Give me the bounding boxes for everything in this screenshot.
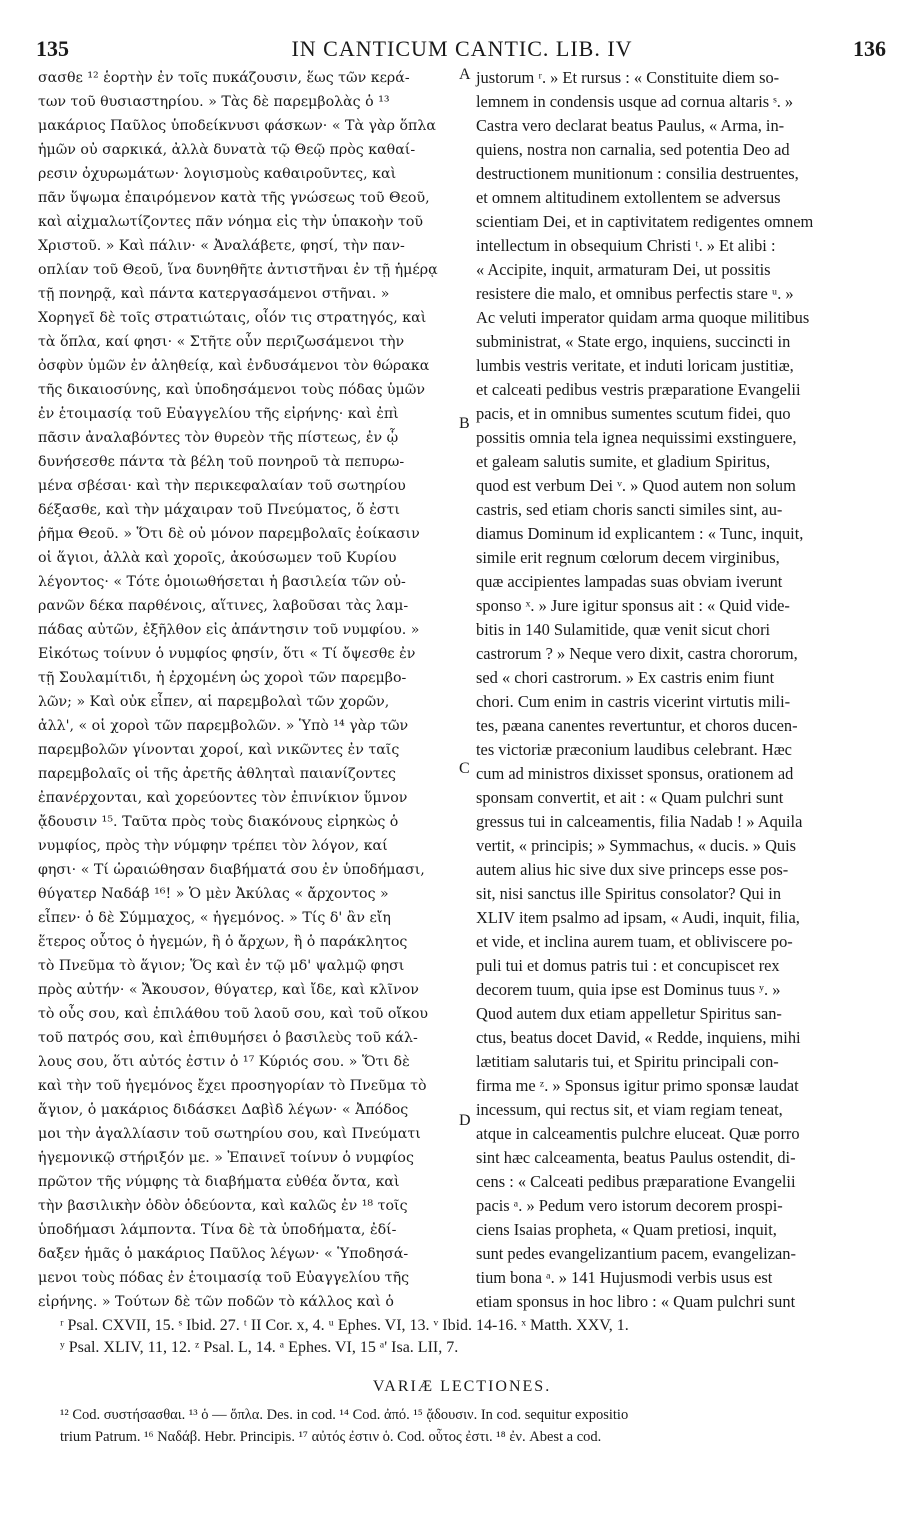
footnote-line: ʳ Psal. CXVII, 15. ˢ Ibid. 27. ᵗ II Cor. x, 4. ᵘ Ephes. VI, 13. ᵛ Ibid. 14-16. ˣ Matth. XXV, 1. [60, 1317, 629, 1334]
greek-text-line: ᾄδουσιν ¹⁵. Ταῦτα πρὸς τοὺς διακόνους εἰρηκὼς ὁ [38, 814, 399, 830]
latin-text-line: intellectum in obsequium Christi ᵗ. » Et alibi : [476, 236, 776, 255]
greek-text-line: τῇ Σουλαμίτιδι, ἡ ἐρχομένη ὡς χοροὶ τῶν παρεμβο- [38, 670, 407, 686]
latin-text-line: decorem tuum, quia ipse est Dominus tuus ʸ. » [476, 980, 781, 999]
latin-text-line: castrorum ? » Neque vero dixit, castra chororum, [476, 644, 798, 663]
greek-text-line: Εἰκότως τοίνυν ὁ νυμφίος φησίν, ὅτι « Τί ὄψεσθε ἐν [38, 646, 416, 662]
latin-text-line: ctus, beatus docet David, « Redde, inquiens, mihi [476, 1028, 801, 1047]
latin-text-line: et omnem altitudinem extollentem se adversus [476, 188, 781, 207]
latin-text-line: puli tui et domus patris tui : et concupiscet rex [476, 956, 780, 975]
greek-text-line: πρὸς αὐτήν· « Ἄκουσον, θύγατερ, καὶ ἴδε, καὶ κλῖνον [38, 982, 419, 998]
latin-text-line: lumbis vestris veritate, et induti loricam justitiæ, [476, 356, 794, 375]
greek-text-line: παρεμβολαῖς οἱ τῆς ἀρετῆς ἀθληταὶ παιανίζοντες [38, 766, 396, 782]
greek-text-line: Χριστοῦ. » Καὶ πάλιν· « Ἀναλάβετε, φησί, τὴν παν- [38, 238, 405, 254]
latin-text-line: cum ad ministros dixisset sponsus, orationem ad [476, 764, 794, 783]
greek-text-line: ἀλλ', « οἱ χοροὶ τῶν παρεμβολῶν. » Ὑπὸ ¹⁴ γὰρ τῶν [38, 718, 409, 734]
latin-text-line: diamus Dominum id explicantem : « Tunc, inquit, [476, 524, 804, 543]
greek-text-line: εἰρήνης. » Τούτων δὲ τῶν ποδῶν τὸ κάλλος καὶ ὁ [38, 1294, 394, 1310]
latin-text-line: Quod autem dux etiam appelletur Spiritus san- [476, 1004, 782, 1023]
latin-text-line: possitis omnia tela ignea nequissimi exstinguere, [476, 428, 797, 447]
greek-text-line: τῇ πονηρᾷ, καὶ πάντα κατεργασάμενοι στῆναι. » [38, 286, 390, 302]
variae-lectiones [60, 1404, 628, 1448]
greek-text-line: μενοι τοὺς πόδας ἐν ἑτοιμασίᾳ τοῦ Εὐαγγελίου τῆς [38, 1270, 410, 1286]
greek-text-line: ὑποδήμασι λάμποντα. Τίνα δὲ τὰ ὑποδήματα, ἐδί- [38, 1222, 397, 1238]
greek-text-line: μοι τὴν ἀγαλλίασιν τοῦ σωτηρίου σου, καὶ Πνεύματι [38, 1126, 421, 1142]
latin-text-line: quæ accipientes lampadas suas obviam iverunt [476, 572, 783, 591]
latin-text-line: quiens, nostra non carnalia, sed potentia Deo ad [476, 140, 790, 159]
latin-text-line: sunt pedes evangelizantium pacem, evangelizan- [476, 1244, 796, 1263]
running-title: IN CANTICUM CANTIC. LIB. IV [291, 36, 633, 61]
greek-text-line: Χορηγεῖ δὲ τοῖς στρατιώταις, οἷόν τις στρατηγός, καὶ [38, 310, 427, 326]
latin-text-line: et vide, et inclina aurem tuam, et obliviscere po- [476, 932, 793, 951]
latin-text-line: chori. Cum enim in castris vicerint virtutis mili- [476, 692, 791, 711]
latin-text-line: resistere die malo, et omnibus perfectis stare ᵘ. » [476, 284, 794, 303]
greek-text-line: των τοῦ θυσιαστηρίου. » Τὰς δὲ παρεμβολὰς ὁ ¹³ [38, 94, 390, 110]
greek-text-line: ρεσιν ὀχυρωμάτων· λογισμοὺς καθαιροῦντες, καὶ [38, 166, 397, 182]
latin-text-line: autem alius hic sive dux sive princeps esse pos- [476, 860, 789, 879]
greek-text-line: τοῦ πατρός σου, καὶ ἐπιθυμήσει ὁ βασιλεὺς τοῦ κάλ- [38, 1030, 418, 1046]
latin-column [476, 66, 896, 1314]
latin-text-line: pacis, et in omnibus sumentes scutum fidei, quo [476, 404, 791, 423]
page-header [30, 36, 894, 66]
greek-text-line: τὸ οὖς σου, καὶ ἐπιλάθου τοῦ λαοῦ σου, καὶ τοῦ οἴκου [38, 1006, 429, 1022]
greek-text-line: τὴν βασιλικὴν ὁδὸν ὁδεύοντα, καὶ καλῶς ἐν ¹⁸ τοῖς [38, 1198, 408, 1214]
latin-text-line: sponso ˣ. » Jure igitur sponsus ait : « Quid vide- [476, 596, 790, 615]
latin-text-line: atque in calceamentis pulchre eluceat. Quæ porro [476, 1124, 800, 1143]
latin-text-line: subministrat, « State ergo, inquiens, succincti in [476, 332, 791, 351]
greek-text-line: ἐν ἑτοιμασίᾳ τοῦ Εὐαγγελίου τῆς εἰρήνης· καὶ ἐπὶ [38, 406, 399, 422]
greek-column [38, 66, 454, 1314]
greek-text-line: οπλίαν τοῦ Θεοῦ, ἵνα δυνηθῆτε ἀντιστῆναι ἐν τῇ ἡμέρᾳ [38, 262, 438, 278]
latin-text-line: tes, pæana canentes revertuntur, et choros ducen- [476, 716, 798, 735]
margin-marker-a: A [459, 66, 471, 83]
greek-text-line: ἐπανέρχονται, καὶ χορεύοντες τὸν ἐπινίκιον ὕμνον [38, 790, 408, 806]
latin-text-line: pacis ᵃ. » Pedum vero istorum decorem prospi- [476, 1196, 783, 1215]
greek-text-line: ἡγεμονικῷ στήριξόν με. » Ἐπαινεῖ τοίνυν ὁ νυμφίος [38, 1150, 414, 1166]
greek-text-line: τὸ Πνεῦμα τὸ ἅγιον; Ὅς καὶ ἐν τῷ μδ' ψαλμῷ φησι [38, 958, 405, 974]
footnote-line: ʸ Psal. XLIV, 11, 12. ᶻ Psal. L, 14. ᵃ Ephes. VI, 15 ᵃ' Isa. LII, 7. [60, 1339, 459, 1356]
latin-text-line: incessum, qui rectus sit, et viam regiam teneat, [476, 1100, 783, 1119]
latin-text-line: sponsam convertit, et ait : « Quam pulchri sunt [476, 788, 784, 807]
greek-text-line: λῶν; » Καὶ οὐκ εἶπεν, αἱ παρεμβολαὶ τῶν χορῶν, [38, 694, 390, 710]
latin-text-line: simile erit regnum cœlorum decem virginibus, [476, 548, 780, 567]
greek-text-line: δέξασθε, καὶ τὴν μάχαιραν τοῦ Πνεύματος, ὅ ἐστι [38, 502, 400, 518]
greek-text-line: ἕτερος οὗτος ὁ ἡγεμών, ἢ ὁ ἄρχων, ἢ ὁ παράκλητος [38, 934, 408, 950]
greek-text-line: φησι· « Τί ὡραιώθησαν διαβήματά σου ἐν ὑποδήμασι, [38, 862, 425, 878]
latin-text-line: cens : « Calceati pedibus præparatione Evangelii [476, 1172, 796, 1191]
page-number-right: 136 [853, 36, 886, 61]
greek-text-line: λέγοντος· « Τότε ὁμοιωθήσεται ἡ βασιλεία τῶν οὐ- [38, 574, 406, 590]
greek-text-line: νυμφίος, πρὸς τὴν νύμφην τρέπει τὸν λόγον, καί [38, 838, 388, 854]
greek-text-line: θύγατερ Ναδάβ ¹⁶! » Ὁ μὲν Ἀκύλας « ἄρχοντος » [38, 886, 389, 902]
latin-text-line: gressus tui in calceamentis, filia Nadab ! » Aquila [476, 812, 803, 831]
margin-marker-d: D [459, 1112, 471, 1129]
greek-text-line: πάδας αὐτῶν, ἐξῆλθον εἰς ἀπάντησιν τοῦ νυμφίου. » [38, 622, 420, 638]
margin-marker-b: B [459, 415, 470, 432]
greek-text-line: μακάριος Παῦλος ὑποδείκνυσι φάσκων· « Τὰ γὰρ ὅπλα [38, 118, 436, 134]
page-number-left: 135 [36, 36, 69, 61]
greek-text-line: τὰ ὅπλα, καί φησι· « Στῆτε οὖν περιζωσάμενοι τὴν [38, 334, 405, 350]
greek-text-line: δυνήσεσθε πάντα τὰ βέλη τοῦ πονηροῦ τὰ πεπυρω- [38, 454, 405, 470]
greek-text-line: ἡμῶν οὐ σαρκικά, ἀλλὰ δυνατὰ τῷ Θεῷ πρὸς καθαί- [38, 142, 416, 158]
latin-text-line: et galeam salutis sumite, et gladium Spiritus, [476, 452, 771, 471]
variant-line: ¹² Cod. συστήσασθαι. ¹³ ὁ — ὅπλα. Des. in cod. ¹⁴ Cod. ἀπό. ¹⁵ ᾄδουσιν. In cod. sequitur expositio [60, 1407, 629, 1423]
greek-text-line: πᾶσιν ἀναλαβόντες τὸν θυρεὸν τῆς πίστεως, ἐν ᾧ [38, 430, 399, 446]
latin-text-line: justorum ʳ. » Et rursus : « Constituite diem so- [476, 68, 780, 87]
latin-text-line: « Accipite, inquit, armaturam Dei, ut possitis [476, 260, 771, 279]
latin-text-line: destructionem munitionum : consilia destruentes, [476, 164, 799, 183]
latin-text-line: tes victoriæ præconium laudibus celebrant. Hæc [476, 740, 792, 759]
latin-text-line: sint hæc calceamenta, beatus Paulus ostendit, di- [476, 1148, 796, 1167]
latin-text-line: sed « chori castrorum. » Ex castris enim fiunt [476, 668, 775, 687]
greek-text-line: καὶ αἰχμαλωτίζοντες πᾶν νόημα εἰς τὴν ὑπακοὴν τοῦ [38, 214, 424, 230]
footnotes [60, 1315, 629, 1359]
latin-text-line: vertit, « principis; » Symmachus, « ducis. » Quis [476, 836, 797, 855]
greek-text-line: οἱ ἅγιοι, ἀλλὰ καὶ χοροῖς, ἀκούσωμεν τοῦ Κυρίου [38, 550, 397, 566]
latin-text-line: sit, nisi sanctus ille Spiritus consolator? Qui in [476, 884, 782, 903]
latin-text-line: firma me ᶻ. » Sponsus igitur primo sponsæ laudat [476, 1076, 799, 1095]
latin-text-line: Castra vero declarat beatus Paulus, « Arma, in- [476, 116, 785, 135]
greek-text-line: ἅγιον, ὁ μακάριος διδάσκει Δαβὶδ λέγων· « Ἀπόδος [38, 1102, 409, 1118]
greek-text-line: πᾶν ὕψωμα ἐπαιρόμενον κατὰ τῆς γνώσεως τοῦ Θεοῦ, [38, 190, 430, 206]
variae-lectiones-heading: VARIÆ LECTIONES. [372, 1378, 552, 1395]
latin-text-line: tium bona ᵃ. » 141 Hujusmodi verbis usus est [476, 1268, 773, 1287]
latin-text-line: bitis in 140 Sulamitide, quæ venit sicut chori [476, 620, 771, 639]
greek-text-line: πρῶτον τῆς νύμφης τὰ διαβήματα εὐθέα ὄντα, καὶ [38, 1174, 400, 1190]
greek-text-line: δαξεν ἡμᾶς ὁ μακάριος Παῦλος λέγων· « Ὑποδησά- [38, 1246, 409, 1262]
latin-text-line: lætitiam salutaris tui, et Spiritu principali con- [476, 1052, 779, 1071]
latin-text-line: lemnem in condensis usque ad cornua altaris ˢ. » [476, 92, 794, 111]
latin-text-line: ciens Isaias propheta, « Quam pretiosi, inquit, [476, 1220, 777, 1239]
latin-text-line: castris, sed etiam choris sancti similes sint, au- [476, 500, 783, 519]
latin-text-line: etiam sponsus in hoc libro : « Quam pulchri sunt [476, 1292, 796, 1311]
latin-text-line: et calceati pedibus vestris præparatione Evangelii [476, 380, 801, 399]
greek-text-line: καὶ τὴν τοῦ ἡγεμόνος ἔχει προσηγορίαν τὸ Πνεῦμα τὸ [38, 1078, 427, 1094]
greek-text-line: σασθε ¹² ἑορτὴν ἐν τοῖς πυκάζουσιν, ἕως τῶν κερά- [38, 70, 410, 86]
latin-text-line: Ac veluti imperator quidam arma quoque militibus [476, 308, 810, 327]
greek-text-line: λους σου, ὅτι αὐτός ἐστιν ὁ ¹⁷ Κύριός σου. » Ὅτι δὲ [38, 1054, 410, 1070]
greek-text-line: μένα σβέσαι· καὶ τὴν περικεφαλαίαν τοῦ σωτηρίου [38, 478, 406, 494]
greek-text-line: ῥῆμα Θεοῦ. » Ὅτι δὲ οὐ μόνον παρεμβολαῖς ἐοίκασιν [38, 526, 420, 542]
margin-marker-c: C [459, 760, 470, 777]
variant-line: trium Patrum. ¹⁶ Ναδάβ. Hebr. Principis. ¹⁷ αὐτός ἐστιν ὁ. Cod. οὗτος ἐστι. ¹⁸ ἐν. Abest a cod. [60, 1429, 602, 1445]
greek-text-line: ρανῶν δέκα παρθένοις, αἵτινες, λαβοῦσαι τὰς λαμ- [38, 598, 409, 614]
greek-text-line: ὀσφὺν ὑμῶν ἐν ἀληθείᾳ, καὶ ἐνδυσάμενοι τὸν θώρακα [38, 358, 430, 374]
latin-text-line: scientiam Dei, et in captivitatem redigentes omnem [476, 212, 814, 231]
greek-text-line: παρεμβολῶν γίνονται χοροί, καὶ νικῶντες ἐν ταῖς [38, 742, 400, 758]
latin-text-line: XLIV item psalmo ad ipsam, « Audi, inquit, filia, [476, 908, 800, 927]
greek-text-line: εἶπεν· ὁ δὲ Σύμμαχος, « ἡγεμόνος. » Τίς δ' ἂν εἴη [38, 910, 391, 926]
greek-text-line: τῆς δικαιοσύνης, καὶ ὑποδησάμενοι τοὺς πόδας ὑμῶν [38, 382, 425, 398]
latin-text-line: quod est verbum Dei ᵛ. » Quod autem non solum [476, 476, 796, 495]
